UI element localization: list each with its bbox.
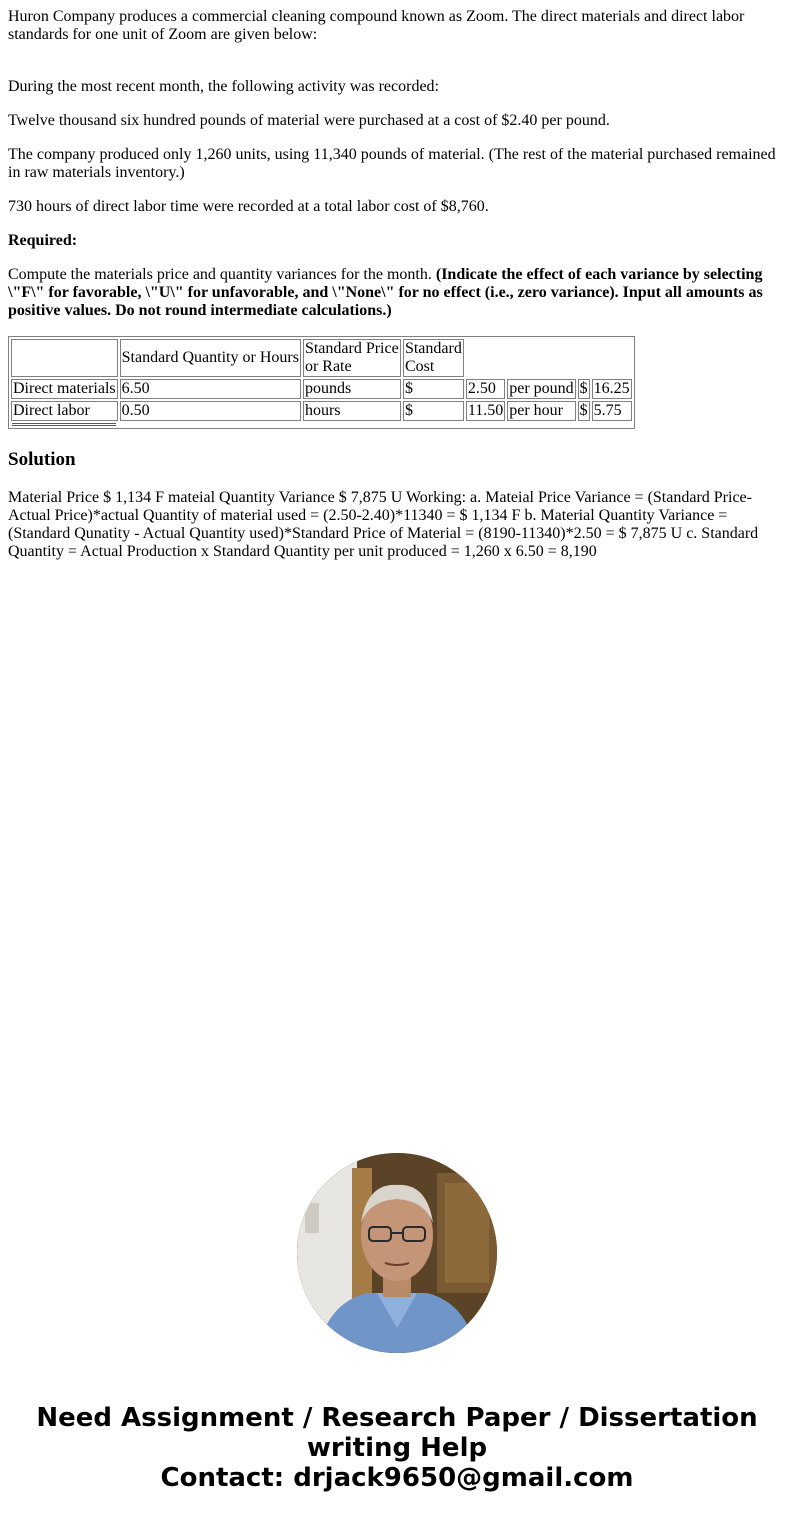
row-per-unit: per hour [507,401,575,421]
row-dollar-sign: $ [403,379,464,399]
required-text: Compute the materials price and quantity variances for the month. [8,266,432,283]
solution-heading: Solution [8,449,76,470]
activity-heading: During the most recent month, the following activity was recorded: [8,78,439,95]
row-dollar-sign: $ [403,401,464,421]
table-total-row [11,423,632,426]
intro-paragraph: Huron Company produces a commercial cleaning compound known as Zoom. The direct materials and direct labor standards for one unit of Zoom are given below: [8,8,745,43]
row-cost: 16.25 [593,380,630,397]
solution-text: Material Price $ 1,134 F mateial Quantity Variance $ 7,875 U Working: a. Mateial Price Variance = (Standard Price-Actual Price)*actual Quantity of material used = (2.50-2.40)*11340 = $ 1,134 F b. Material Quantity Variance = (Standard Qunatity - Actual Quantity used)*Standard Price of Material = (8190-11340)*2.50 = $ 7,875 U c. Standard Quantity = Actual Production x Standard Quantity per unit produced = 1,260 x 6.50 = 8,190 [8,489,759,560]
activity-purchase: Twelve thousand six hundred pounds of material were purchased at a cost of $2.40 per pound. [8,112,610,129]
required-instruction: (Indicate the effect of each variance by selecting \"F\" for favorable, \"U\" for unfavorable, and \"None\" for no effect (i.e., zero variance). Input all amounts as positive values. Do not round intermediate calculations.) [8,266,763,319]
author-photo-area [0,1153,794,1353]
row-cost: 5.75 [592,401,632,421]
row-quantity: 6.50 [120,379,301,399]
activity-production: The company produced only 1,260 units, using 11,340 pounds of material. (The rest of the material purchased remained in raw materials inventory.) [8,146,776,181]
required-paragraph [8,266,786,320]
row-unit: hours [303,401,401,421]
row-price: 11.50 [467,402,504,419]
row-price: 2.50 [466,379,505,399]
help-headline: Need Assignment / Research Paper / Dissertation writing Help [36,1403,758,1463]
row-per-unit: per pound [509,380,574,397]
row-cost-dollar-sign: $ [579,380,588,397]
author-photo [297,1153,497,1353]
standards-table [8,336,635,429]
question-content [8,0,786,577]
row-label: Direct labor [11,401,118,421]
contact-email: Contact: drjack9650@gmail.com [160,1463,634,1493]
row-unit: pounds [303,379,401,399]
header-standard-price: Standard Price or Rate [303,339,401,377]
header-standard-cost: Standard Cost [404,340,462,375]
double-underline [12,423,116,426]
row-cost-dollar-sign: $ [579,402,588,419]
header-empty [11,339,118,377]
avatar [297,1153,497,1353]
row-quantity: 0.50 [120,401,301,421]
header-standard-quantity: Standard Quantity or Hours [120,339,301,377]
required-label: Required: [8,232,78,249]
contact-banner [0,1403,794,1493]
table-row [11,379,632,399]
activity-labor: 730 hours of direct labor time were recorded at a total labor cost of $8,760. [8,198,489,215]
table-header-row [11,339,632,377]
row-label: Direct materials [13,380,116,397]
table-row [11,401,632,421]
